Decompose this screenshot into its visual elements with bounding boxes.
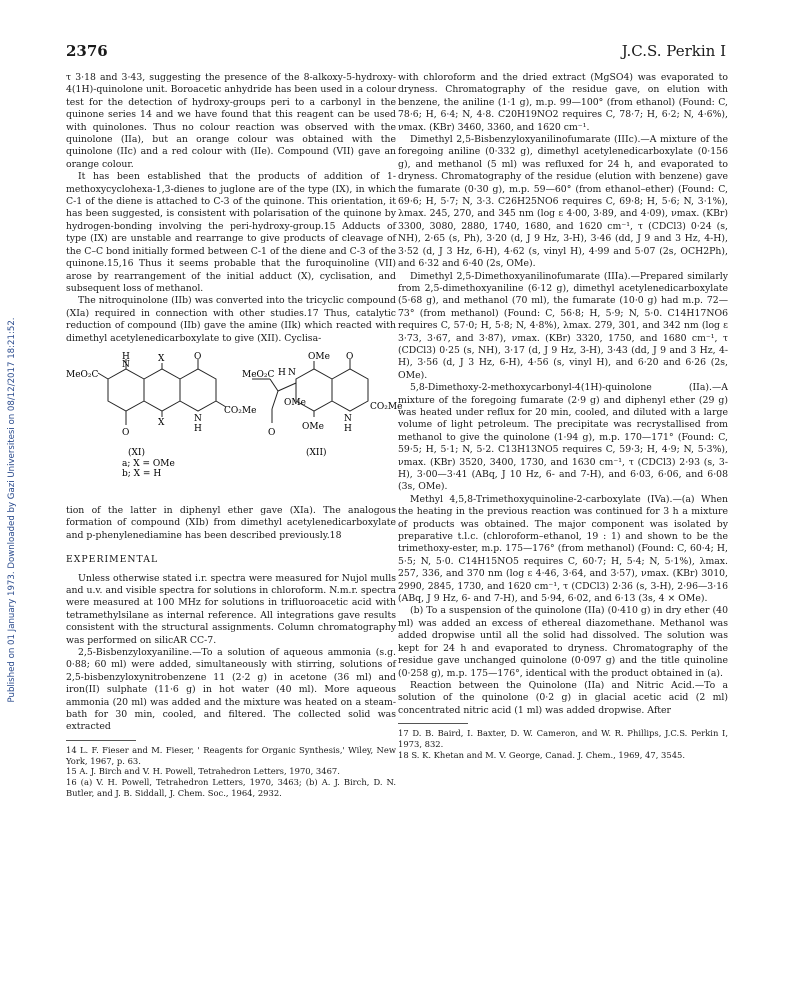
journal-name: J.C.S. Perkin I [621, 42, 726, 60]
paragraph: Reaction between the Quinolone (IIa) and Nitric Acid.—To a solution of the quinolone (0·2 g) in glacial acetic acid (2 ml) concentrated nitric acid (1 ml) was added dropwise. After [398, 679, 728, 716]
paragraph: Unless otherwise stated i.r. spectra were measured for Nujol mulls and u.v. and visible spectra for solutions in chloroform. N.m.r. spectra were measured at 100 MHz for solutions in trifluoroacetic acid with tetramethylsilane as internal reference. All integrations gave results consistent with the structural assignments. Column chromatography was performed on silicAR CC-7. [66, 572, 396, 646]
footnote: 18 S. K. Khetan and M. V. George, Canad. J. Chem., 1969, 47, 3545. [398, 749, 686, 760]
xi-label-a: a; X = OMe [122, 458, 175, 469]
section-heading: EXPERIMENTAL [66, 554, 159, 566]
footnote: 15 A. J. Birch and V. H. Powell, Tetrahedron Letters, 1970, 3467. [66, 766, 340, 777]
xi-label: (XI) [128, 447, 145, 458]
xii-label: (XII) [306, 447, 327, 458]
footnote: 16 (a) V. H. Powell, Tetrahedron Letters, 1970, 3463; (b) A. J. Birch, D. N. Butler, and J. B. Siddall, J. Chem. Soc., 1964, 2932. [66, 777, 396, 799]
chemical-structures [66, 351, 403, 499]
paragraph: τ 3·18 and 3·43, suggesting the presence of the 8-alkoxy-5-hydroxy-4(1H)-quinolone unit. Boroacetic anhydride has been used in a colour test for the detection of hydroxy-groups peri to a carbonyl in the quinone series 14 and we have found that this reagent can be used with quinolones. Thus no colour reaction was observed with the quinolone (IIa), but an orange colour was obtained with the quinolone (IIc) and a red colour with (IIe). Compound (VII) gave an orange colour. [66, 72, 396, 170]
xii-h-ring: H [344, 423, 352, 434]
provenance-sidebar [5, 220, 19, 800]
xi-meo2c: MeO₂C [66, 369, 99, 380]
paragraph: with chloroform and the dried extract (MgSO4) was evaporated to dryness. Chromatography of the residue gave, on elution with benzene, the aniline (1·1 g), m.p. 99—100° (from ethanol) (Found: C, 78·6; H, 6·4; N, 4·8. C20H19NO2 requires C, 78·7; H, 6·2; N, 4·6%), νmax. (KBr) 3460, 3360, and 1620 cm⁻¹. [398, 72, 728, 133]
xii-co2me: CO₂Me [370, 401, 403, 412]
right-column [398, 72, 728, 761]
xi-o-top: O [194, 351, 202, 362]
xii-ome-mid: OMe [284, 397, 306, 408]
footnote: 17 D. B. Baird, I. Baxter, D. W. Cameron, and W. R. Phillips, J.C.S. Perkin I, 1973, 832. [398, 728, 728, 749]
paragraph: It has been established that the products of addition of 1-methoxycyclohexa-1,3-dienes to juglone are of the type (IX), in which C-1 of the diene is attached to C-3 of the quinone. This orientation, it has been suggested, is consistent with polarisation of the quinone by hydrogen-bonding involving the peri-hydroxy-group.15 Adducts of type (IX) are unstable and rearrange to give products of cleavage of the C–C bond initially formed between C-1 of the diene and C-3 of the quinone.15,16 Thus it seems probable that the furoquinoline (VII) arose by rearrangement of the initial adduct (X), cyclisation, and subsequent loss of methanol. [66, 171, 396, 294]
page-header [66, 42, 726, 64]
xii-ome-bottom: OMe [302, 421, 324, 432]
paragraph: 5,8-Dimethoxy-2-methoxycarbonyl-4(1H)-quinolone (IIa).—A mixture of the foregoing fumarate (2·9 g) and diphenyl ether (29 g) was heated under reflux for 20 min, cooled, and diluted with a large volume of light petroleum. The precipitate was recrystallised from methanol to give the quinolone (1·94 g), m.p. 170—171° (Found: C, 59·5; H, 5·1; N, 5·2. C13H13NO5 requires C, 59·3; H, 4·9; N, 5·3%), νmax. (KBr) 3520, 3400, 1730, and 1630 cm⁻¹, τ (CDCl3) 2·93 (s, 3-H), 3·00—3·41 (ABq, J 10 Hz, 6- and 7-H), and 6·03, 6·06, and 6·08 (3s, OMe). [398, 382, 728, 493]
footnotes [66, 745, 396, 799]
paragraph: tion of the latter in diphenyl ether gave (XIa). The analogous formation of compound (XIb) from dimethyl acetylenedicarboxylate and p-phenylenediamine has been described previously.18 [66, 504, 396, 541]
xii-meo2c: MeO₂C [242, 369, 275, 380]
footnote-rule [66, 740, 136, 741]
xi-co2me: CO₂Me [224, 405, 257, 416]
footnotes [398, 728, 728, 760]
structure-xi [98, 359, 226, 425]
paragraph: Methyl 4,5,8-Trimethoxyquinoline-2-carboxylate (IVa).—(a) When the heating in the previous reaction was continued for 3 h a mixture of products was obtained. The major component was isolated by preparative t.l.c. (chloroform–ethanol, 19 : 1) and shown to be the trimethoxy-ester, m.p. 175—176° (from methanol) (Found: C, 60·4; H, 5·5; N, 5·0. C14H15NO5 requires C, 60·7; H, 5·4; N, 5·1%), λmax. 257, 336, and 370 nm (log ε 4·46, 3·64, and 3·57), νmax. (KBr) 3010, 2990, 2845, 1730, and 1620 cm⁻¹, τ (CDCl3) 2·36 (s, 3-H), 2·96—3·16 (ABq, J 9 Hz, 6- and 7-H), and 5·94, 6·02, and 6·13 (3s, 4 × OMe). [398, 493, 728, 605]
paragraph: Dimethyl 2,5-Dimethoxyanilinofumarate (IIIa).—Prepared similarly from 2,5-dimethoxyaniline (6·12 g), dimethyl acetylenedicarboxylate (5·68 g), and methanol (70 ml), the fumarate (10·0 g) had m.p. 72—73° (from methanol) (Found: C, 56·8; H, 5·9; N, 5·0. C14H17NO6 requires C, 57·0; H, 5·8; N, 4·8%), λmax. 279, 301, and 342 nm (log ε 3·73, 3·67, and 3·87), νmax. (KBr) 3320, 1750, and 1680 cm⁻¹, τ (CDCl3) 0·25 (s, NH), 3·17 (d, J 9 Hz, 3-H), 3·43 (dd, J 9 and 3 Hz, 4-H), 3·56 (d, J 3 Hz, 6-H), 4·56 (s, vinyl H), and 6·20 and 6·26 (2s, OMe). [398, 270, 728, 381]
paragraph: (b) To a suspension of the quinolone (IIa) (0·410 g) in dry ether (40 ml) was added an excess of ethereal diazomethane. Methanol was added dropwise until all the solid had dissolved. The solution was kept for 24 h and evaporated to dryness. Chromatography of the residue gave unchanged quinolone (0·097 g) and the title quinoline (0·258 g), m.p. 175—176°, identical with the product obtained in (a). [398, 605, 728, 679]
structure-drawing [66, 351, 403, 499]
xi-o-bottom: O [122, 427, 130, 438]
paragraph: Dimethyl 2,5-Bisbenzyloxyanilinofumarate (IIIc).—A mixture of the foregoing aniline (0·332 g), dimethyl acetylenedicarboxylate (0·156 g), and methanol (5 ml) was refluxed for 24 h, and evaporated to dryness. Chromatography of the residue (elution with benzene) gave the fumarate (0·30 g), m.p. 59—60° (from ethanol–ether) (Found: C, 69·6; H, 5·7; N, 3·3. C26H25NO6 requires C, 69·8; H, 5·6; N, 3·1%), λmax. 245, 270, and 345 nm (log ε 4·00, 3·89, and 4·09), νmax. (KBr) 3300, 3080, 2880, 1740, 1680, and 1620 cm⁻¹, τ (CDCl3) 0·24 (s, NH), 2·65 (s, Ph), 3·20 (d, J 9 Hz, 3-H), 3·46 (dd, J 9 and 3 Hz, 4-H), 3·52 (d, J 3 Hz, 6-H), 4·62 (s, vinyl H), 4·99 and 5·07 (2s, OCH2Ph), and 6·32 and 6·40 (2s, OMe). [398, 134, 728, 270]
page-number: 2376 [66, 42, 108, 60]
footnote-rule [398, 723, 468, 724]
xii-n: N [288, 367, 296, 378]
xi-x-top: X [158, 353, 165, 364]
xi-h-bottom: H [194, 423, 202, 434]
xii-o-bottom: O [268, 427, 276, 438]
footnote: 14 L. F. Fieser and M. Fieser, ' Reagents for Organic Synthesis,' Wiley, New York, 1967, p. 63. [66, 744, 396, 766]
xi-n-bottom: N [194, 413, 202, 424]
provenance-text[interactable]: Published on 01 January 1973. Downloaded by Gazi Universitesi on 08/12/2017 18:21:52. [7, 317, 17, 703]
paragraph: The nitroquinolone (IIb) was converted into the tricyclic compound (XIa) required in connection with other studies.17 Thus, catalytic reduction of compound (IIb) gave the amine (IIk) which reacted with dimethyl acetylenedicarboxylate to give (XII). Cyclisa- [66, 295, 396, 344]
left-column [66, 72, 403, 799]
xii-n-ring: N [344, 413, 352, 424]
xii-o-top: O [346, 351, 354, 362]
xii-ome-top: OMe [308, 351, 330, 362]
xi-h-top: H [122, 351, 130, 362]
xi-x-bottom: X [158, 417, 165, 428]
xii-h: H [278, 367, 286, 378]
xi-n-top: N [122, 359, 130, 370]
xi-label-b: b; X = H [122, 468, 162, 479]
paragraph: 2,5-Bisbenzyloxyaniline.—To a solution of aqueous ammonia (s.g. 0·88; 60 ml) were added, simultaneously with stirring, solutions of 2,5-bisbenzyloxynitrobenzene 11 (2·2 g) in acetone (36 ml) and iron(II) sulphate (11·6 g) in hot water (40 ml). More aqueous ammonia (20 ml) was added and the mixture was heated on a steam-bath for 30 min, cooled, and filtered. The collected solid was extracted [66, 647, 396, 733]
